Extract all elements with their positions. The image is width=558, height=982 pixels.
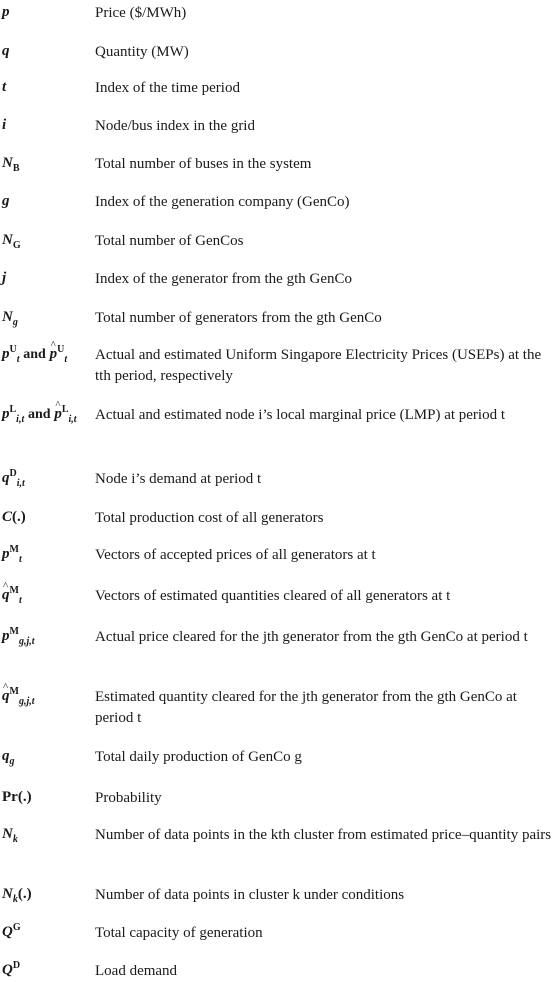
symbol: $N_g$ bbox=[2, 309, 18, 328]
symbol: $Q^D$ bbox=[2, 960, 21, 978]
symbol: q bbox=[2, 43, 10, 59]
description: Probability bbox=[95, 790, 162, 806]
description: Number of data points in the kth cluster from estimated price–quantity pairs bbox=[95, 827, 552, 843]
description: Total number of GenCos bbox=[95, 233, 244, 249]
description: Node/bus index in the grid bbox=[95, 118, 255, 134]
symbol: t bbox=[2, 79, 7, 95]
symbol: $p^L_{i,t}$ and ^ $p^L_{i,t}$ bbox=[2, 405, 77, 424]
description: Total capacity of generation bbox=[95, 925, 263, 941]
symbol: ^ $q^M_t$ bbox=[2, 586, 22, 604]
symbol: C(.) bbox=[2, 509, 26, 525]
symbol: $q^D_{i,t}$ bbox=[2, 468, 25, 489]
symbol: g bbox=[2, 193, 10, 209]
symbol: p bbox=[2, 4, 10, 20]
symbol: i bbox=[2, 117, 7, 133]
description: Load demand bbox=[95, 963, 178, 979]
description: Actual and estimated Uniform Singapore Electricity Prices (USEPs) at the tth period, respectively bbox=[95, 347, 542, 384]
description: Index of the time period bbox=[95, 80, 240, 96]
description: Estimated quantity cleared for the jth generator from the gth GenCo at period t bbox=[95, 689, 517, 726]
symbol: $p^M_t$ bbox=[2, 544, 22, 565]
symbol: $p^U_t$ and ^ $p^U_t$ bbox=[2, 345, 67, 364]
symbol: j bbox=[2, 270, 7, 286]
description: Quantity (MW) bbox=[95, 44, 189, 60]
description: Node i’s demand at period t bbox=[95, 471, 262, 487]
description: Index of the generation company (GenCo) bbox=[95, 194, 350, 210]
symbol: Pr(.) bbox=[2, 789, 32, 805]
symbol: $Q^G$ bbox=[2, 922, 21, 940]
description: Price ($/MWh) bbox=[95, 5, 187, 21]
symbol: $p^M_{g,j,t}$ bbox=[2, 626, 35, 647]
symbol: $N_k(.)$ bbox=[2, 886, 32, 905]
description: Total number of buses in the system bbox=[95, 156, 312, 172]
symbol: $q_g$ bbox=[2, 748, 15, 767]
description: Number of data points in cluster k under conditions bbox=[95, 887, 405, 903]
description: Total production cost of all generators bbox=[95, 510, 324, 526]
description: Vectors of estimated quantities cleared of all generators at t bbox=[95, 588, 451, 604]
description: Vectors of accepted prices of all generators at t bbox=[95, 547, 376, 563]
description: Total number of generators from the gth GenCo bbox=[95, 310, 382, 326]
description: Actual and estimated node i’s local marginal price (LMP) at period t bbox=[95, 407, 506, 423]
description: Total daily production of GenCo g bbox=[95, 749, 302, 765]
symbol: ^ $q^M_{g,j,t}$ bbox=[2, 687, 35, 705]
symbol: $N_G$ bbox=[2, 232, 21, 251]
symbol: $N_k$ bbox=[2, 826, 18, 845]
symbol: $N_B$ bbox=[2, 155, 20, 174]
description: Index of the generator from the gth GenCo bbox=[95, 271, 352, 287]
description: Actual price cleared for the jth generator from the gth GenCo at period t bbox=[95, 629, 528, 645]
